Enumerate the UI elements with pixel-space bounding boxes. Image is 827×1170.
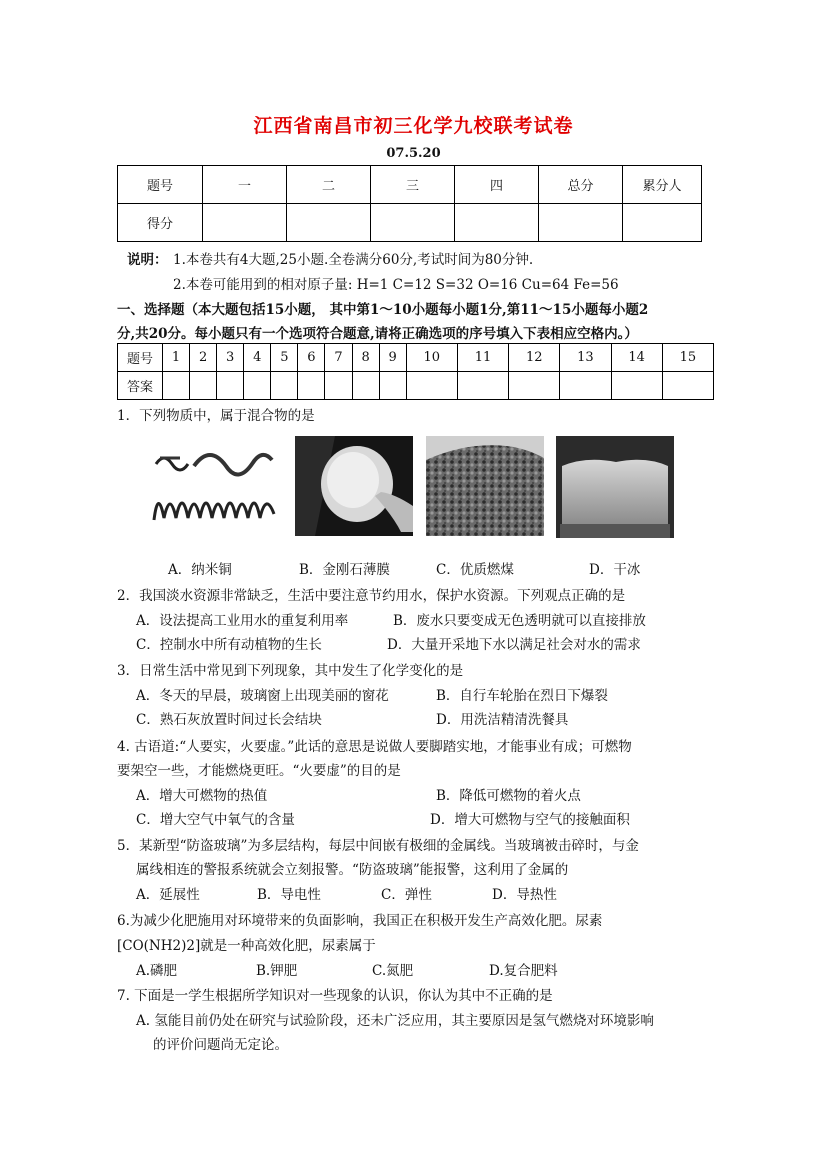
question-number-cell: 7: [325, 344, 352, 372]
question-number-cell: 4: [244, 344, 271, 372]
q5-option-b[interactable]: B．导电性: [257, 887, 321, 903]
answer-input-cell[interactable]: [662, 372, 713, 400]
score-input-cell[interactable]: [371, 204, 455, 242]
score-header-cell: 二: [287, 166, 371, 204]
question-number-cell: 2: [190, 344, 217, 372]
score-table: [117, 165, 702, 242]
exam-title: 江西省南昌市初三化学九校联考试卷: [253, 115, 574, 137]
answer-input-cell[interactable]: [217, 372, 244, 400]
score-table-header-row: [118, 166, 702, 204]
score-input-cell[interactable]: [455, 204, 539, 242]
answer-input-cell[interactable]: [244, 372, 271, 400]
score-header-cell: 题号: [118, 166, 203, 204]
section-1-heading-line-2: 分,共20分。每小题只有一个选项符合题意,请将正确选项的序号填入下表相应空格内。）: [117, 326, 638, 342]
answer-input-cell[interactable]: [325, 372, 352, 400]
diamond-film-image: [295, 436, 413, 536]
question-number-cell: 11: [457, 344, 508, 372]
nano-copper-image: [148, 438, 280, 532]
answer-row-label: 题号: [118, 344, 163, 372]
q1-option-b[interactable]: B．金刚石薄膜: [299, 562, 390, 578]
q2-stem: 2．我国淡水资源非常缺乏，生活中要注意节约用水，保护水资源。下列观点正确的是: [117, 588, 626, 604]
score-input-cell[interactable]: [287, 204, 371, 242]
q7-stem: 7. 下面是一学生根据所学知识对一些现象的认识，你认为其中不正确的是: [117, 988, 553, 1004]
q5-option-a[interactable]: A．延展性: [136, 887, 200, 903]
question-number-cell: 3: [217, 344, 244, 372]
q1-option-d[interactable]: D．干冰: [589, 562, 641, 578]
answer-input-cell[interactable]: [271, 372, 298, 400]
notes-line-1: 1.本卷共有4大题,25小题.全卷满分60分,考试时间为80分钟.: [173, 252, 534, 268]
dry-ice-image: [556, 436, 674, 538]
answer-input-cell[interactable]: [352, 372, 379, 400]
question-number-cell: 1: [163, 344, 190, 372]
q1-option-a[interactable]: A．纳米铜: [168, 562, 232, 578]
score-input-cell[interactable]: [623, 204, 702, 242]
q7-option-a-line-2: 的评价问题尚无定论。: [153, 1037, 288, 1053]
q5-option-d[interactable]: D．导热性: [492, 887, 557, 903]
answer-table: [117, 343, 714, 400]
answer-row-label: 答案: [118, 372, 163, 400]
question-number-cell: 9: [379, 344, 406, 372]
question-number-cell: 14: [611, 344, 662, 372]
q6-option-c[interactable]: C.氮肥: [372, 963, 414, 979]
q7-option-a-line-1[interactable]: A. 氢能目前仍处在研究与试验阶段，还未广泛应用，其主要原因是氢气燃烧对环境影响: [136, 1013, 654, 1029]
score-header-cell: 累分人: [623, 166, 702, 204]
q4-option-a[interactable]: A．增大可燃物的热值: [136, 788, 268, 804]
q6-option-a[interactable]: A.磷肥: [136, 963, 178, 979]
notes-line-2: 2.本卷可能用到的相对原子量: H=1 C=12 S=32 O=16 Cu=64 Fe=56: [173, 277, 619, 293]
answer-input-cell[interactable]: [163, 372, 190, 400]
score-input-cell[interactable]: [539, 204, 623, 242]
question-number-cell: 6: [298, 344, 325, 372]
q4-option-c[interactable]: C．增大空气中氧气的含量: [136, 812, 295, 828]
answer-table-number-row: [118, 344, 714, 372]
coal-image: [426, 436, 544, 536]
q2-option-b[interactable]: B．废水只要变成无色透明就可以直接排放: [393, 613, 646, 629]
question-number-cell: 8: [352, 344, 379, 372]
score-header-cell: 一: [203, 166, 287, 204]
q5-stem-line-2: 属线相连的警报系统就会立刻报警。“防盗玻璃”能报警，这利用了金属的: [136, 862, 569, 878]
exam-date: 07.5.20: [386, 146, 441, 161]
q5-option-c[interactable]: C．弹性: [381, 887, 432, 903]
answer-input-cell[interactable]: [379, 372, 406, 400]
answer-input-cell[interactable]: [406, 372, 457, 400]
q6-stem-line-2: [CO(NH2)2]就是一种高效化肥，尿素属于: [117, 938, 376, 954]
answer-input-cell[interactable]: [611, 372, 662, 400]
q5-stem-line-1: 5．某新型“防盗玻璃”为多层结构，每层中间嵌有极细的金属线。当玻璃被击碎时，与金: [117, 838, 639, 854]
q1-option-c[interactable]: C．优质燃煤: [436, 562, 514, 578]
q6-option-b[interactable]: B.钾肥: [256, 963, 298, 979]
score-table-score-row: [118, 204, 702, 242]
q2-option-d[interactable]: D．大量开采地下水以满足社会对水的需求: [387, 637, 641, 653]
q3-option-c[interactable]: C．熟石灰放置时间过长会结块: [136, 712, 322, 728]
q2-option-a[interactable]: A．设法提高工业用水的重复利用率: [136, 613, 349, 629]
q3-option-a[interactable]: A．冬天的早晨，玻璃窗上出现美丽的窗花: [136, 688, 389, 704]
answer-input-cell[interactable]: [457, 372, 508, 400]
score-header-cell: 四: [455, 166, 539, 204]
answer-table-answer-row: [118, 372, 714, 400]
q4-stem-line-1: 4. 古语道:“人要实，火要虚。”此话的意思是说做人要脚踏实地，才能事业有成；可燃物: [117, 739, 632, 755]
answer-input-cell[interactable]: [509, 372, 560, 400]
answer-input-cell[interactable]: [560, 372, 611, 400]
q3-option-d[interactable]: D．用洗洁精清洗餐具: [436, 712, 569, 728]
question-number-cell: 5: [271, 344, 298, 372]
score-header-cell: 三: [371, 166, 455, 204]
score-header-cell: 总分: [539, 166, 623, 204]
question-number-cell: 15: [662, 344, 713, 372]
answer-input-cell[interactable]: [190, 372, 217, 400]
q2-option-c[interactable]: C．控制水中所有动植物的生长: [136, 637, 322, 653]
score-row-label: 得分: [118, 204, 203, 242]
question-number-cell: 12: [509, 344, 560, 372]
q6-option-d[interactable]: D.复合肥料: [489, 963, 558, 979]
q3-stem: 3．日常生活中常见到下列现象，其中发生了化学变化的是: [117, 663, 464, 679]
q4-option-b[interactable]: B．降低可燃物的着火点: [436, 788, 581, 804]
q4-stem-line-2: 要架空一些，才能燃烧更旺。“火要虚”的目的是: [117, 763, 401, 779]
answer-input-cell[interactable]: [298, 372, 325, 400]
question-number-cell: 13: [560, 344, 611, 372]
q6-stem-line-1: 6.为减少化肥施用对环境带来的负面影响，我国正在积极开发生产高效化肥。尿素: [117, 913, 603, 929]
section-1-heading-line-1: 一、选择题（本大题包括15小题， 其中第1～10小题每小题1分,第11～15小题每小题2: [117, 302, 649, 318]
question-number-cell: 10: [406, 344, 457, 372]
score-input-cell[interactable]: [203, 204, 287, 242]
q4-option-d[interactable]: D．增大可燃物与空气的接触面积: [430, 812, 630, 828]
q1-stem: 1．下列物质中，属于混合物的是: [117, 408, 315, 424]
q3-option-b[interactable]: B．自行车轮胎在烈日下爆裂: [436, 688, 608, 704]
notes-label: 说明：: [127, 252, 168, 268]
